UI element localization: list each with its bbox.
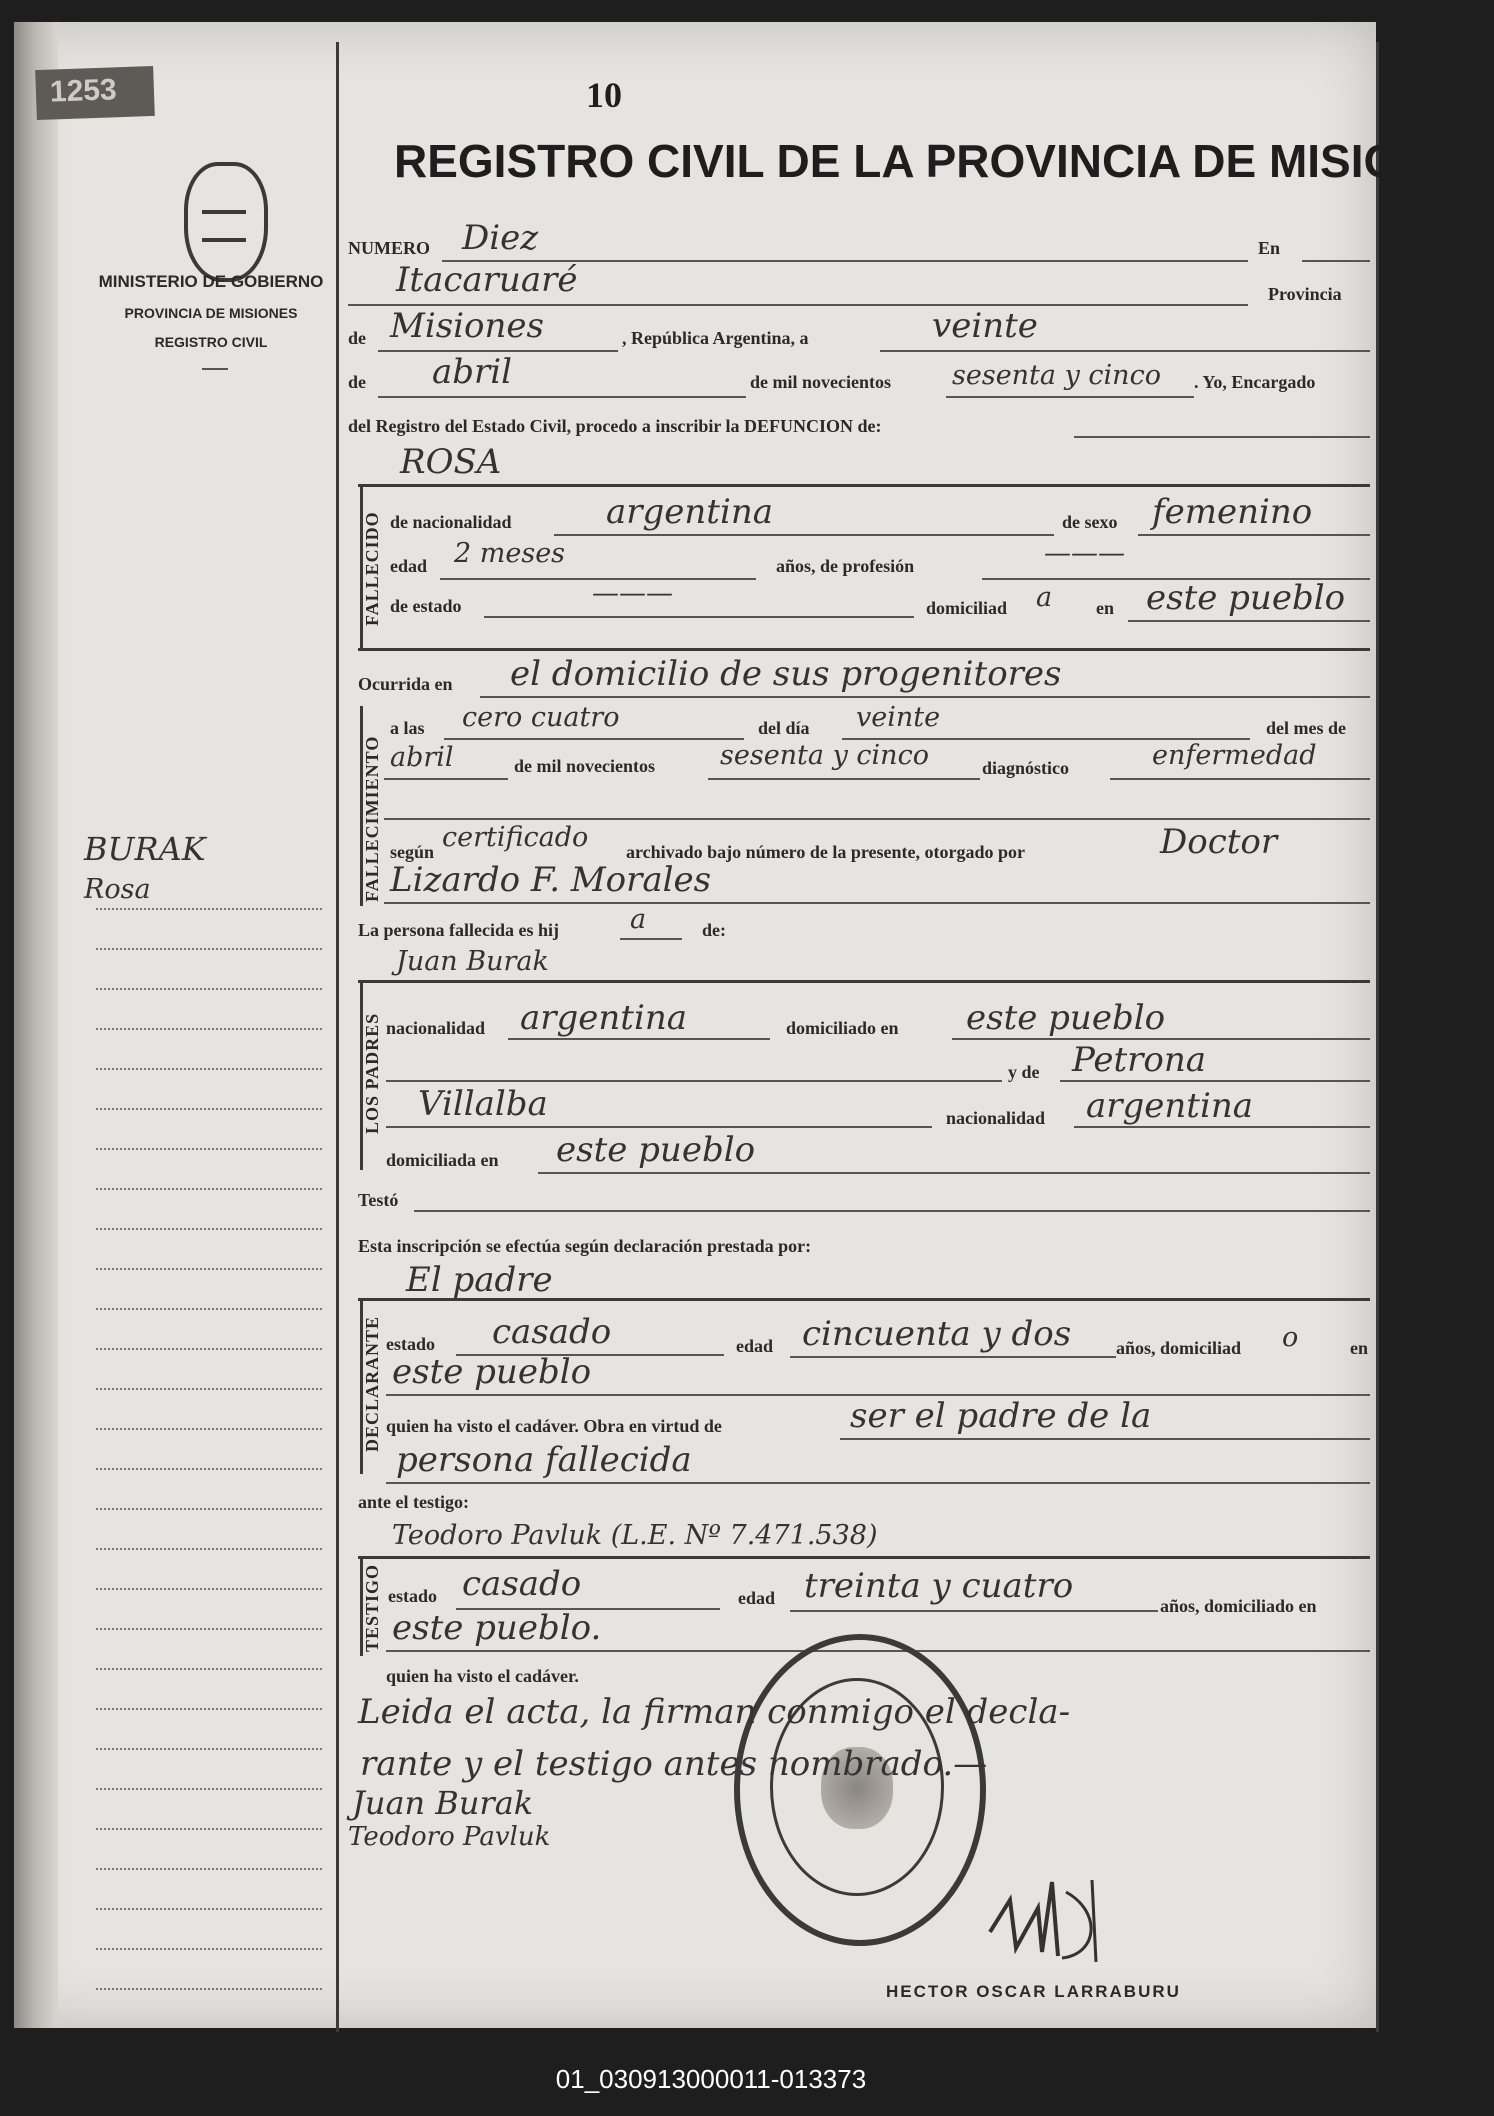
label-domiciliad: domiciliad xyxy=(926,598,1008,618)
side-label-fallecimiento: FALLECIMIENTO xyxy=(362,735,382,902)
value-nombre: ROSA xyxy=(400,442,502,482)
value-testigo-edad: treinta y cuatro xyxy=(804,1566,1074,1606)
label-del-mes: del mes de xyxy=(1266,718,1346,738)
section-padres-top xyxy=(358,980,1370,983)
line-mes xyxy=(378,396,746,398)
value-segun: certificado xyxy=(442,822,589,853)
label-edad: edad xyxy=(390,556,428,576)
section-fallecido-bottom xyxy=(358,648,1370,651)
act-number: 10 xyxy=(586,75,622,115)
line-en xyxy=(1302,260,1370,262)
label-nacionalidad: de nacionalidad xyxy=(390,512,512,532)
value-doctor-nombre: Lizardo F. Morales xyxy=(390,860,712,900)
value-dia: veinte xyxy=(932,306,1038,346)
label-quien-ha-visto-2: quien ha visto el cadáver. xyxy=(386,1666,579,1686)
value-obra-1: ser el padre de la xyxy=(850,1396,1152,1436)
margin-stamp xyxy=(35,66,155,120)
label-inscripcion: Esta inscripción se efectúa según declaración prestada por: xyxy=(358,1236,812,1256)
label-ocurrida: Ocurrida en xyxy=(358,674,453,694)
line-anio-2 xyxy=(708,778,980,780)
value-padre: Juan Burak xyxy=(396,946,549,977)
value-declarante-domicilio: este pueblo xyxy=(392,1352,592,1392)
line-madre-2 xyxy=(386,1126,932,1128)
value-madre-nacionalidad: argentina xyxy=(1086,1086,1254,1126)
line-ocurrida xyxy=(480,696,1370,698)
label-persona-fallecida: La persona fallecida es hij xyxy=(358,920,559,940)
label-archivado: archivado bajo número de la presente, otorgado por xyxy=(626,842,1025,862)
label-anos-profesion: años, de profesión xyxy=(776,556,915,576)
value-otorgado: Doctor xyxy=(1160,822,1278,862)
label-nacionalidad-padre: nacionalidad xyxy=(386,1018,486,1038)
label-en-3: en xyxy=(1350,1338,1368,1358)
registry-seal xyxy=(734,1634,986,1946)
value-testigo: Teodoro Pavluk (L.E. Nº 7.471.538) xyxy=(392,1520,878,1551)
line-testo xyxy=(414,1210,1370,1212)
value-dia-2: veinte xyxy=(856,702,941,733)
closing-line-2: rante y el testigo antes nombrado.— xyxy=(360,1744,988,1784)
label-mil-novecientos-2: de mil novecientos xyxy=(514,756,655,776)
label-republica: , República Argentina, a xyxy=(622,328,809,348)
line-obra-2 xyxy=(386,1482,1370,1484)
margin-given-name: Rosa xyxy=(84,874,151,905)
value-testigo-domicilio: este pueblo. xyxy=(392,1608,602,1648)
label-diagnostico: diagnóstico xyxy=(982,758,1070,778)
value-mes: abril xyxy=(432,352,513,392)
line-hora xyxy=(444,738,744,740)
label-de-1: de xyxy=(348,328,366,348)
value-ocurrida: el domicilio de sus progenitores xyxy=(510,654,1062,694)
value-provincia: Misiones xyxy=(390,306,544,346)
side-label-testigo: TESTIGO xyxy=(362,1563,382,1652)
label-estado-testigo: estado xyxy=(388,1586,437,1606)
line-sexo xyxy=(1138,534,1370,536)
line-registro xyxy=(1074,436,1370,438)
line-doctor xyxy=(384,902,1370,904)
side-label-padres: LOS PADRES xyxy=(362,1012,382,1134)
closing-line-1: Leida el acta, la firman conmigo el decla- xyxy=(358,1692,1071,1732)
label-estado-declarante: estado xyxy=(386,1334,435,1354)
value-declarante-estado: casado xyxy=(492,1312,612,1352)
register-page xyxy=(14,22,1494,2028)
label-mil-novecientos: de mil novecientos xyxy=(750,372,891,392)
value-domicilio: este pueblo xyxy=(1146,578,1346,618)
value-diagnostico: enfermedad xyxy=(1152,740,1317,771)
label-a-las: a las xyxy=(390,718,425,738)
label-numero: NUMERO xyxy=(348,238,430,258)
label-en: En xyxy=(1258,238,1281,258)
ministry-registry: REGISTRO CIVIL xyxy=(154,334,268,350)
label-domiciliado-en: domiciliado en xyxy=(786,1018,899,1038)
value-estado: ——— xyxy=(592,578,673,609)
value-padre-nacionalidad: argentina xyxy=(520,998,688,1038)
value-numero: Diez xyxy=(462,218,539,258)
section-testigo-top xyxy=(358,1556,1370,1559)
line-madre-nacionalidad xyxy=(1074,1126,1370,1128)
margin-surname: BURAK xyxy=(84,830,206,868)
official-name: HECTOR OSCAR LARRABURU xyxy=(886,1982,1181,2001)
value-anio: sesenta y cinco xyxy=(952,360,1161,391)
label-edad-declarante: edad xyxy=(736,1336,774,1356)
value-madre-domicilio: este pueblo xyxy=(556,1130,756,1170)
label-quien-ha-visto: quien ha visto el cadáver. Obra en virtud de xyxy=(386,1416,722,1436)
section-fallecido-top xyxy=(358,484,1370,487)
label-nacionalidad-madre: nacionalidad xyxy=(946,1108,1046,1128)
line-madre-domicilio xyxy=(538,1172,1370,1174)
line-madre-1 xyxy=(1060,1080,1370,1082)
label-registro: del Registro del Estado Civil, procedo a inscribir la DEFUNCION de: xyxy=(348,416,882,436)
label-y-de: y de xyxy=(1008,1062,1040,1082)
right-border xyxy=(1376,42,1379,2032)
line-testigo-edad xyxy=(790,1610,1158,1612)
label-sexo: de sexo xyxy=(1062,512,1118,532)
margin-divider xyxy=(336,42,339,2032)
value-declarante: El padre xyxy=(406,1260,553,1300)
line-estado xyxy=(484,616,914,618)
value-domicil-suffix: a xyxy=(1036,582,1053,613)
value-padre-domicilio: este pueblo xyxy=(966,998,1166,1038)
value-sexo: femenino xyxy=(1152,492,1313,532)
value-edad: 2 meses xyxy=(454,538,566,569)
ministry-name: MINISTERIO DE GOBIERNO xyxy=(98,272,324,291)
label-anos-domiciliad: años, domiciliad xyxy=(1116,1338,1242,1358)
signature-testigo: Teodoro Pavluk xyxy=(348,1822,551,1852)
label-de-2: de xyxy=(348,372,366,392)
line-padre-nacionalidad xyxy=(508,1038,770,1040)
signature-declarante: Juan Burak xyxy=(352,1784,534,1822)
line-nacionalidad xyxy=(554,534,1054,536)
value-hora: cero cuatro xyxy=(462,702,620,733)
line-diagnostico xyxy=(1110,778,1370,780)
value-testigo-estado: casado xyxy=(462,1564,582,1604)
value-madre-2: Villalba xyxy=(418,1084,548,1124)
label-testo: Testó xyxy=(358,1190,399,1210)
section-declarante-top xyxy=(358,1298,1370,1301)
line-hij-suffix xyxy=(620,938,682,940)
book-binding xyxy=(14,22,58,2028)
label-domiciliada-en: domiciliada en xyxy=(386,1150,499,1170)
line-mes-2 xyxy=(384,778,508,780)
label-edad-testigo: edad xyxy=(738,1588,776,1608)
label-en-2: en xyxy=(1096,598,1114,618)
line-obra-1 xyxy=(840,1438,1370,1440)
value-nacionalidad: argentina xyxy=(606,492,774,532)
value-obra-2: persona fallecida xyxy=(396,1440,692,1480)
line-domicilio xyxy=(1128,620,1370,622)
footer-id: 01_030913000011-013373 xyxy=(555,2064,867,2094)
side-label-fallecido: FALLECIDO xyxy=(362,511,382,626)
line-declarante-edad xyxy=(790,1356,1116,1358)
label-estado: de estado xyxy=(390,596,462,616)
value-declarante-edad: cincuenta y dos xyxy=(802,1314,1072,1354)
line-anio xyxy=(946,396,1194,398)
value-lugar: Itacaruaré xyxy=(396,260,578,300)
side-label-declarante: DECLARANTE xyxy=(362,1315,382,1452)
value-madre-1: Petrona xyxy=(1072,1040,1207,1080)
ministry-underline xyxy=(202,368,228,370)
line-diagnostico-cont xyxy=(384,818,1370,820)
label-de-colon: de: xyxy=(702,920,726,940)
national-coat-of-arms-icon xyxy=(184,162,268,282)
label-ante-testigo: ante el testigo: xyxy=(358,1492,469,1512)
label-provincia: Provincia xyxy=(1268,284,1342,304)
value-profesion: ——— xyxy=(1044,538,1125,569)
label-segun: según xyxy=(390,842,435,862)
value-mes-2: abril xyxy=(390,742,454,773)
line-dia xyxy=(880,350,1370,352)
label-del-dia: del día xyxy=(758,718,810,738)
official-signature-icon xyxy=(982,1862,1132,1972)
label-anos-domiciliado-en: años, domiciliado en xyxy=(1160,1596,1317,1616)
value-hij-suffix: a xyxy=(630,904,647,935)
label-encargado: . Yo, Encargado xyxy=(1194,372,1316,392)
margin-stamp-number: 1253 xyxy=(49,73,118,109)
value-anio-2: sesenta y cinco xyxy=(720,740,929,771)
value-declarante-domic-suffix: o xyxy=(1282,1322,1299,1353)
ministry-province: PROVINCIA DE MISIONES xyxy=(124,305,298,321)
line-padres-blank xyxy=(386,1080,1002,1082)
document-title: REGISTRO CIVIL DE LA PROVINCIA DE MISIONES xyxy=(394,135,1494,187)
